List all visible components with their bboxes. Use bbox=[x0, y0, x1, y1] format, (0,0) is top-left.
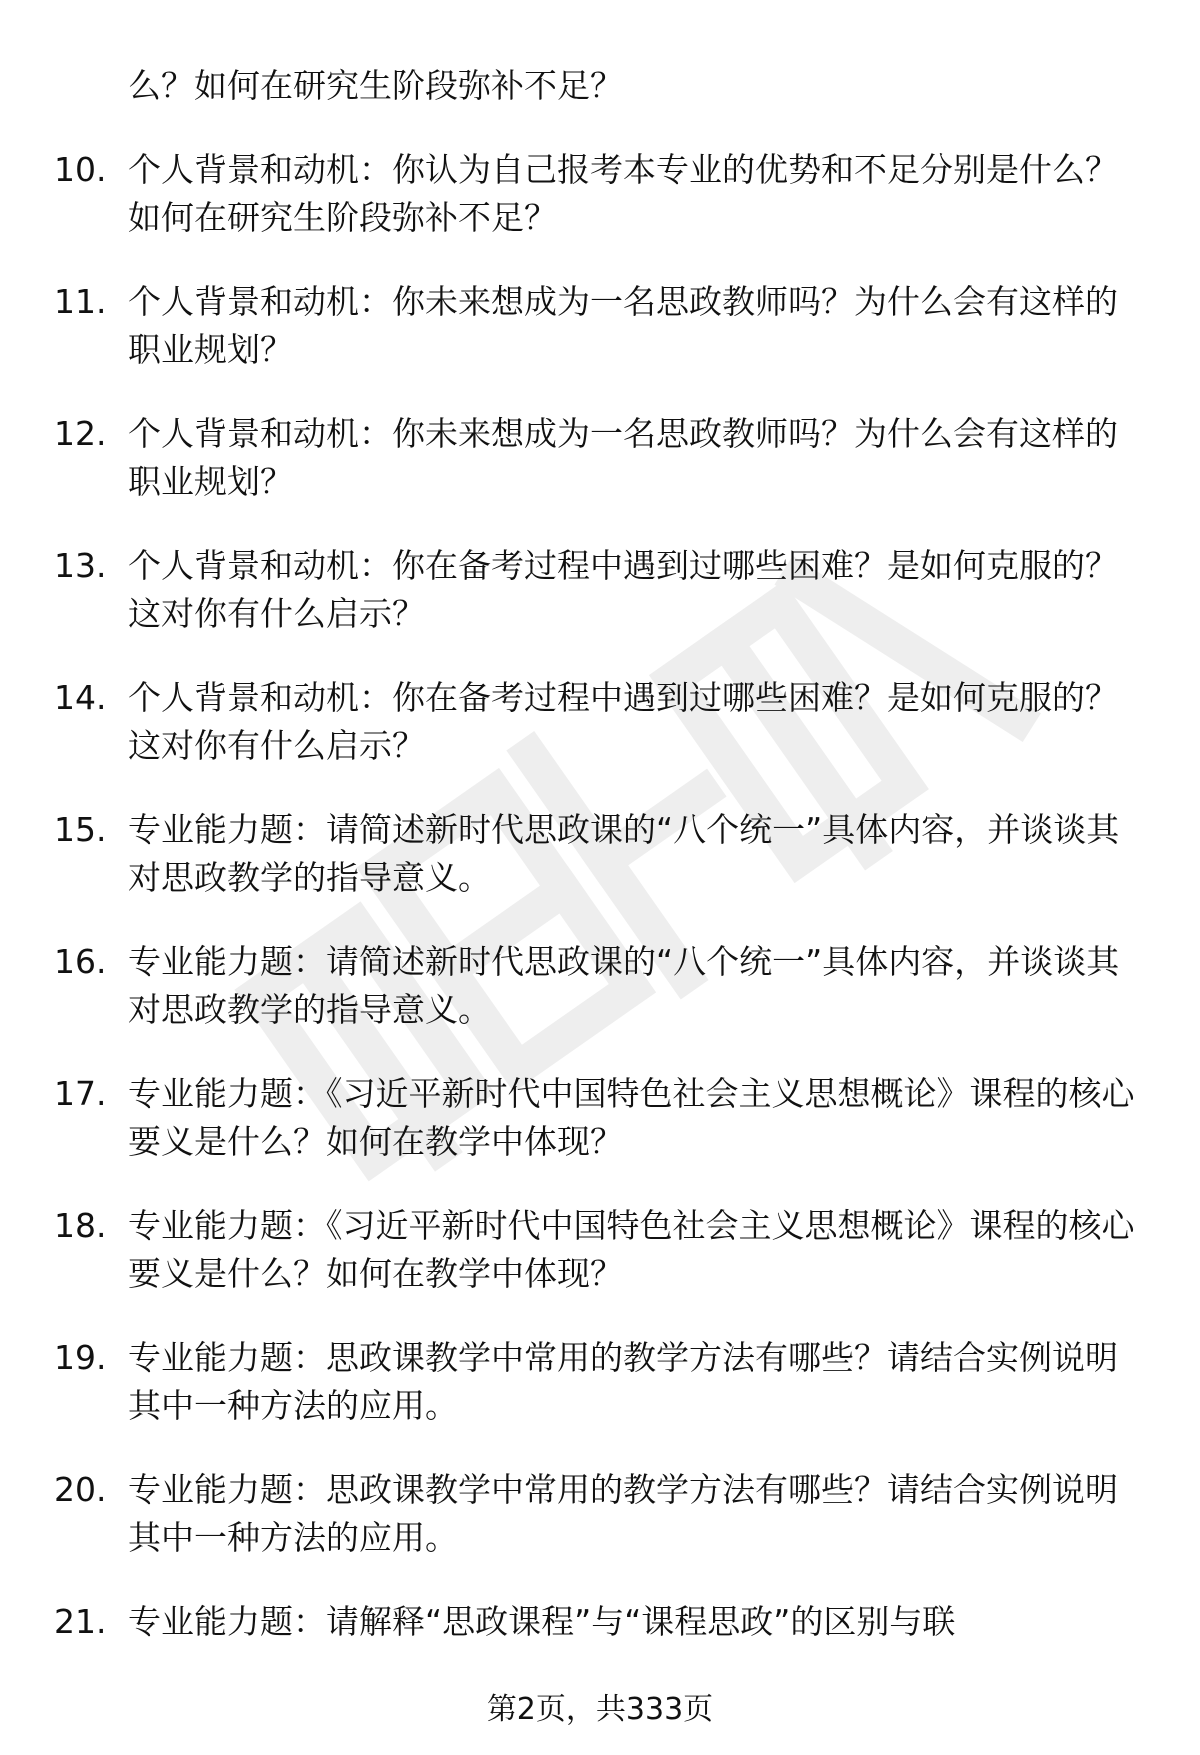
question-text: 个人背景和动机：你认为自己报考本专业的优势和不足分别是什么？如何在研究生阶段弥补不足？ bbox=[128, 150, 1118, 237]
question-number: 10. bbox=[54, 150, 107, 189]
question-number: 21. bbox=[54, 1602, 107, 1641]
list-item bbox=[0, 1598, 1200, 1646]
question-text: 个人背景和动机：你未来想成为一名思政教师吗？为什么会有这样的职业规划？ bbox=[128, 282, 1118, 369]
question-text: 个人背景和动机：你未来想成为一名思政教师吗？为什么会有这样的职业规划？ bbox=[128, 414, 1118, 501]
list-item bbox=[0, 278, 1200, 374]
question-text: 个人背景和动机：你在备考过程中遇到过哪些困难？是如何克服的？这对你有什么启示？ bbox=[128, 546, 1118, 633]
question-text: 专业能力题：《习近平新时代中国特色社会主义思想概论》课程的核心要义是什么？如何在教学中体现？ bbox=[128, 1074, 1135, 1161]
list-item bbox=[0, 674, 1200, 770]
list-item bbox=[0, 542, 1200, 638]
list-item bbox=[0, 938, 1200, 1034]
list-item bbox=[0, 1334, 1200, 1430]
question-text: 专业能力题：思政课教学中常用的教学方法有哪些？请结合实例说明其中一种方法的应用。 bbox=[128, 1470, 1118, 1557]
list-item bbox=[0, 1202, 1200, 1298]
question-number: 12. bbox=[54, 414, 107, 453]
question-content bbox=[0, 62, 1200, 1682]
question-text: 专业能力题：思政课教学中常用的教学方法有哪些？请结合实例说明其中一种方法的应用。 bbox=[128, 1338, 1118, 1425]
question-list bbox=[0, 146, 1200, 1646]
question-number: 17. bbox=[54, 1074, 107, 1113]
question-number: 15. bbox=[54, 810, 107, 849]
question-text: 专业能力题：请简述新时代思政课的“八个统一”具体内容，并谈谈其对思政教学的指导意义。 bbox=[128, 810, 1120, 897]
question-text: 专业能力题：请解释“思政课程”与“课程思政”的区别与联 bbox=[128, 1602, 956, 1641]
question-number: 11. bbox=[54, 282, 107, 321]
list-item bbox=[0, 806, 1200, 902]
question-number: 19. bbox=[54, 1338, 107, 1377]
question-text: 专业能力题：《习近平新时代中国特色社会主义思想概论》课程的核心要义是什么？如何在教学中体现？ bbox=[128, 1206, 1135, 1293]
list-item bbox=[0, 410, 1200, 506]
question-number: 14. bbox=[54, 678, 107, 717]
continuation-text: 么？如何在研究生阶段弥补不足？ bbox=[128, 66, 623, 105]
question-number: 16. bbox=[54, 942, 107, 981]
list-item bbox=[0, 1466, 1200, 1562]
question-text: 专业能力题：请简述新时代思政课的“八个统一”具体内容，并谈谈其对思政教学的指导意义。 bbox=[128, 942, 1120, 1029]
list-item bbox=[0, 146, 1200, 242]
page-footer: 第2页，共333页 bbox=[486, 1692, 714, 1727]
question-number: 13. bbox=[54, 546, 107, 585]
question-number: 18. bbox=[54, 1206, 107, 1245]
list-item bbox=[0, 1070, 1200, 1166]
question-text: 个人背景和动机：你在备考过程中遇到过哪些困难？是如何克服的？这对你有什么启示？ bbox=[128, 678, 1118, 765]
question-number: 20. bbox=[54, 1470, 107, 1509]
